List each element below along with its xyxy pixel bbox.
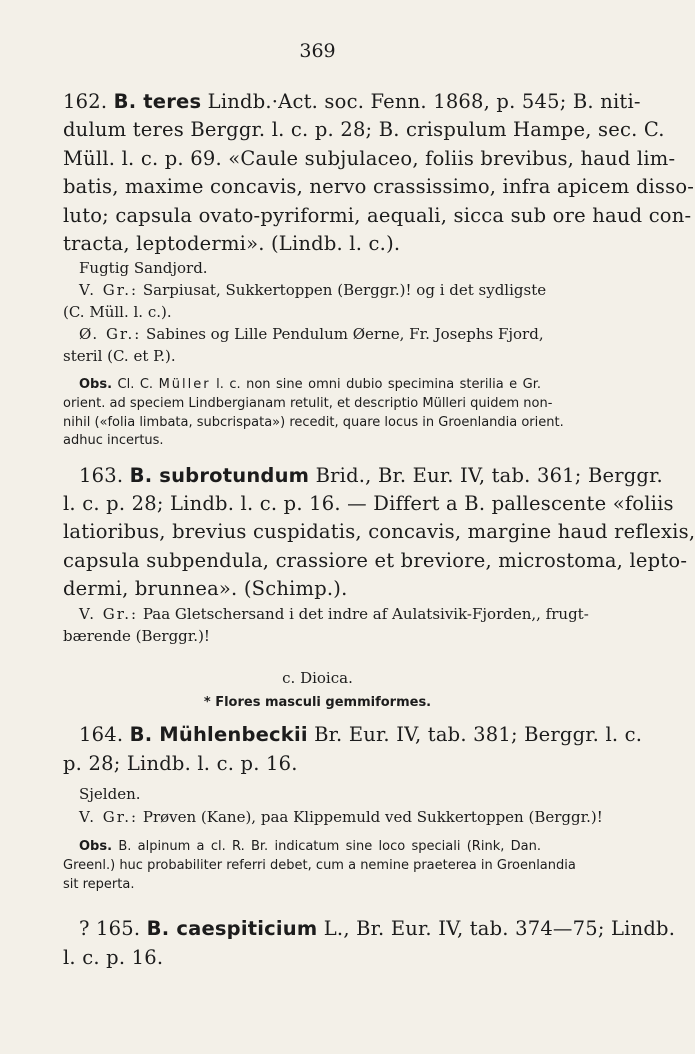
species-name: B. caespiticium bbox=[146, 917, 318, 940]
entry-162 bbox=[63, 88, 695, 230]
species-name: B. teres bbox=[113, 90, 202, 113]
entry-162-last-line: tracta, leptodermi». (Lindb. l. c.). bbox=[63, 232, 401, 255]
entry-164-last-line: p. 28; Lindb. l. c. p. 16. bbox=[63, 752, 298, 775]
species-name: B. subrotundum bbox=[129, 464, 310, 487]
observation-note: Obs. Cl. C. Müller l. c. non sine omni dubio specimina sterilia e Gr. bbox=[79, 377, 541, 392]
entry-165-last-line: l. c. p. 16. bbox=[63, 946, 164, 969]
entry-162-line-1: 162. B. teres Lindb.·Act. soc. Fenn. 1868, p. 545; B. niti- bbox=[63, 90, 641, 113]
observation-note-end: adhuc incertus. bbox=[63, 433, 164, 448]
habitat: Fugtig Sandjord. bbox=[79, 259, 208, 277]
entry-165: ? 165. B. caespiticium L., Br. Eur. IV, tab. 374—75; Lindb. bbox=[79, 917, 676, 940]
entry-163-body: l. c. p. 28; Lindb. l. c. p. 16. — Differt a B. pallescente «foliis latioribus, brevius cuspidatis, concavis, margine haud reflexis, capsula subpendula, crassiore et breviore, microstoma, lepto- bbox=[63, 492, 695, 572]
entry-162-line: batis, maxime concavis, nervo crassissimo, infra apicem disso- bbox=[63, 175, 695, 199]
observation-note-cont: Greenl.) huc probabiliter referri debet, cum a nemine praeterea in Groenlandia bbox=[63, 858, 576, 873]
section-heading: c. Dioica. bbox=[282, 669, 353, 687]
entry-164: 164. B. Mühlenbeckii Br. Eur. IV, tab. 381; Berggr. l. c. bbox=[79, 723, 643, 746]
locality-west: V. Gr.: Prøven (Kane), paa Klippemuld ved Sukkertoppen (Berggr.)! bbox=[79, 808, 603, 826]
entry-163-last-line: dermi, brunnea». (Schimp.). bbox=[63, 577, 348, 600]
page-number: 369 bbox=[299, 40, 336, 62]
locality-east-cont: steril (C. et P.). bbox=[63, 347, 176, 365]
species-name: B. Mühlenbeckii bbox=[129, 723, 308, 746]
observation-note: Obs. B. alpinum a cl. R. Br. indicatum sine loco speciali (Rink, Dan. bbox=[79, 839, 541, 854]
observation-note-cont: orient. ad speciem Lindbergianam retulit, et descriptio Mülleri quidem non- nihil («folia limbata, subcrispata») recedit, quare locus in Groenlandia orient. bbox=[63, 396, 564, 430]
observation-note-end: sit reperta. bbox=[63, 877, 135, 892]
locality-west: V. Gr.: Sarpiusat, Sukkertoppen (Berggr.)! og i det sydligste bbox=[79, 281, 547, 299]
locality-west-cont: (C. Müll. l. c.). bbox=[63, 303, 172, 321]
habitat: Sjelden. bbox=[79, 785, 141, 803]
subsection-heading: * Flores masculi gemmiformes. bbox=[203, 695, 432, 710]
entry-162-line: dulum teres Berggr. l. c. p. 28; B. crispulum Hampe, sec. C. bbox=[63, 118, 665, 142]
entry-163: 163. B. subrotundum Brid., Br. Eur. IV, tab. 361; Berggr. bbox=[79, 464, 663, 487]
locality-west-cont: bærende (Berggr.)! bbox=[63, 627, 210, 645]
entry-162-line: luto; capsula ovato-pyriformi, aequali, sicca sub ore haud con- bbox=[63, 203, 692, 227]
locality-east: Ø. Gr.: Sabines og Lille Pendulum Øerne, Fr. Josephs Fjord, bbox=[79, 325, 544, 343]
locality-west: V. Gr.: Paa Gletschersand i det indre af Aulatsivik-Fjorden,, frugt- bbox=[79, 605, 589, 623]
entry-162-line: Müll. l. c. p. 69. «Caule subjulaceo, foliis brevibus, haud lim- bbox=[63, 146, 676, 170]
